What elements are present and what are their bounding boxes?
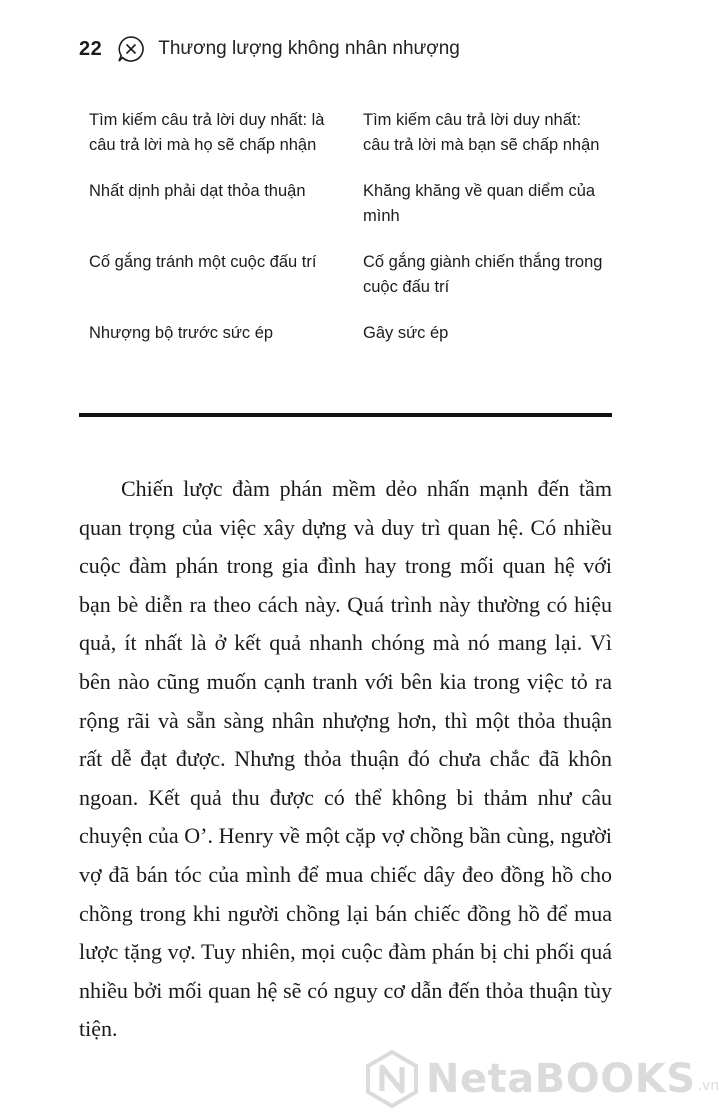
- table-row: [79, 321, 612, 346]
- table-cell-left: Nhất dịnh phải dạt thỏa thuận: [89, 182, 306, 200]
- page-header: [79, 34, 460, 64]
- comparison-table: [79, 108, 612, 367]
- table-cell-right: Cố gắng giành chiến thắng trong cuộc đấu trí: [363, 253, 603, 296]
- page-number: 22: [79, 37, 103, 60]
- body-paragraph: Chiến lược đàm phán mềm dẻo nhấn mạnh đến tầm quan trọng của việc xây dựng và duy trì quan hệ. Có nhiều cuộc đàm phán trong gia đình hay trong mối quan hệ với bạn bè diễn ra theo cách này. Quá trình này thường có hiệu quả, ít nhất là ở kết quả nhanh chóng mà nó mang lại. Vì bên nào cũng muốn cạnh tranh với bên kia trong việc tỏ ra rộng rãi và sẵn sàng nhân nhượng hơn, thì một thỏa thuận rất dễ đạt được. Nhưng thỏa thuận đó chưa chắc đã khôn ngoan. Kết quả thu được có thể không bi thảm như câu chuyện của O’. Henry về một cặp vợ chồng bần cùng, người vợ đã bán tóc của mình để mua chiếc dây đeo đồng hồ cho chồng trong khi người chồng lại bán chiếc đồng hồ để mua lược tặng vợ. Tuy nhiên, mọi cuộc đàm phán bị chi phối quá nhiều bởi mối quan hệ sẽ có nguy cơ dẫn đến thỏa thuận tùy tiện.: [79, 476, 612, 1042]
- table-cell-right: Tìm kiếm câu trả lời duy nhất: câu trả lời mà bạn sẽ chấp nhận: [363, 111, 600, 154]
- table-cell-left: Cố gắng tránh một cuộc đấu trí: [89, 253, 317, 271]
- table-row: [79, 108, 612, 158]
- watermark-suffix: .vn: [697, 1078, 719, 1094]
- table-row: [79, 179, 612, 229]
- table-bottom-rule: [79, 413, 612, 417]
- table-cell-right: Khăng khăng về quan diểm của mình: [363, 182, 596, 225]
- netabooks-logo-icon: [362, 1049, 422, 1109]
- table-row: [79, 250, 612, 300]
- table-cell-left: Nhượng bộ trước sức ép: [89, 324, 274, 342]
- table-cell-left: Tìm kiếm câu trả lời duy nhất: là câu trả lời mà họ sẽ chấp nhận: [89, 111, 325, 154]
- table-cell-right: Gây sức ép: [363, 324, 449, 342]
- watermark-text: NetaBOOKS: [426, 1056, 696, 1102]
- running-title: Thương lượng không nhân nhượng: [158, 38, 460, 59]
- x-circle-icon: [116, 34, 146, 64]
- watermark: [362, 1044, 719, 1114]
